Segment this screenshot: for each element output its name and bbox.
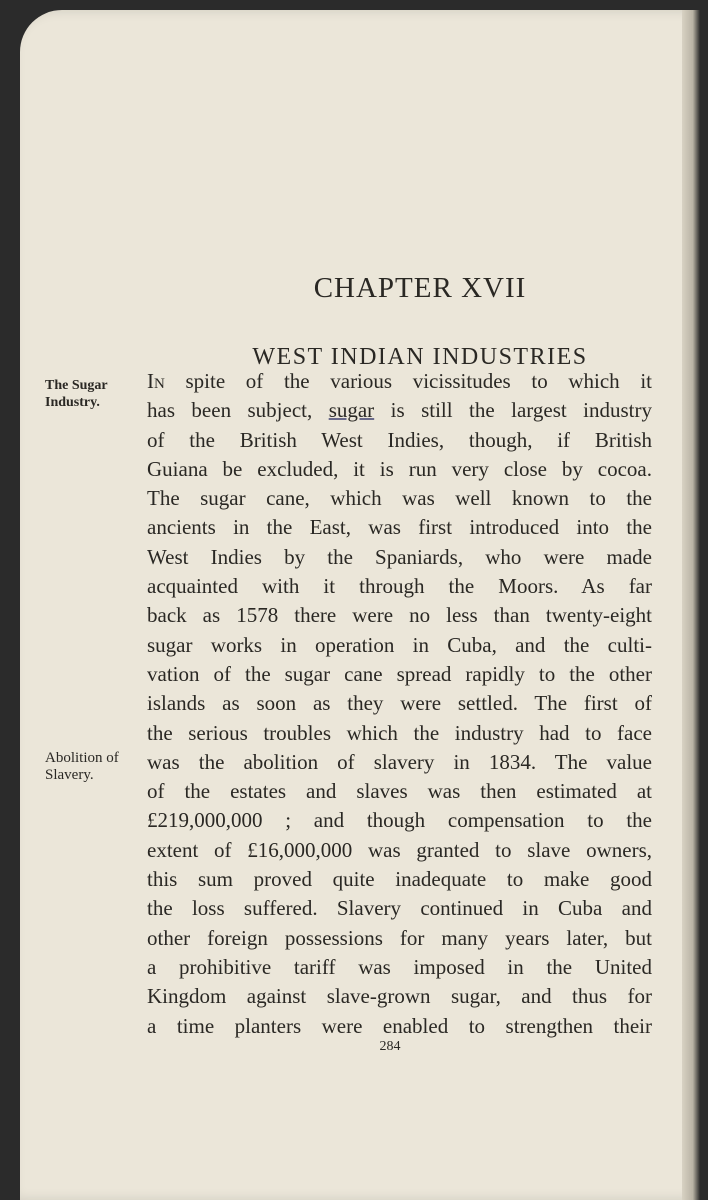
sidenote-abolition-of-slavery (45, 750, 155, 784)
text-span: spite of the various vicissitudes to which it (164, 369, 652, 393)
text-line: sugar works in operation in Cuba, and the culti- (147, 632, 652, 657)
page-gutter (682, 10, 700, 1200)
text-line: The sugar cane, which was well known to the (147, 486, 652, 511)
sidenote-sugar-line1: The Sugar (45, 378, 108, 393)
text-line: the serious troubles which the industry had to face (147, 720, 652, 745)
text-line: West Indies by the Spaniards, who were made (147, 544, 652, 569)
drop-lead: In (147, 369, 165, 393)
text-line: a time planters were enabled to strengthen their (147, 1013, 652, 1038)
text-line: extent of £16,000,000 was granted to slave owners, (147, 837, 652, 862)
text-line: of the British West Indies, though, if British (147, 427, 652, 452)
text-line: Kingdom against slave-grown sugar, and thus for (147, 984, 652, 1009)
chapter-title: WEST INDIAN INDUSTRIES (252, 344, 588, 371)
sidenote-sugar-line2: Industry. (45, 395, 100, 410)
text-line: acquainted with it through the Moors. As far (147, 574, 652, 599)
text-line: islands as soon as they were settled. The first of (147, 691, 652, 716)
sidenote-sugar-industry (45, 377, 155, 411)
text-line: a prohibitive tariff was imposed in the United (147, 954, 652, 979)
sidenote-slavery-line2: Slavery. (45, 767, 94, 783)
text-line: this sum proved quite inadequate to make good (147, 867, 652, 892)
text-line: ancients in the East, was first introduced into the (147, 515, 652, 540)
book-page (20, 10, 700, 1200)
text-line: £219,000,000 ; and though compensation to the (147, 808, 652, 833)
text-line (147, 396, 652, 425)
text-line: Guiana be excluded, it is run very close by cocoa. (147, 456, 652, 481)
sidenote-slavery-line1: Abolition of (45, 750, 119, 766)
text-line: vation of the sugar cane spread rapidly to the other (147, 661, 652, 686)
text-line: the loss suffered. Slavery continued in Cuba and (147, 896, 652, 921)
text-line: other foreign possessions for many years later, but (147, 925, 652, 950)
text-span: is still the largest industry (374, 398, 652, 423)
chapter-number: CHAPTER XVII (313, 272, 527, 304)
text-span: has been subject, (147, 398, 329, 423)
body-text (147, 367, 652, 1041)
text-line (147, 367, 652, 396)
underlined-word: sugar (328, 398, 375, 423)
text-line: of the estates and slaves was then estimated at (147, 779, 652, 804)
text-line: was the abolition of slavery in 1834. The value (147, 749, 652, 774)
text-line: back as 1578 there were no less than twenty-eight (147, 603, 652, 628)
page-number: 284 (379, 1039, 401, 1054)
